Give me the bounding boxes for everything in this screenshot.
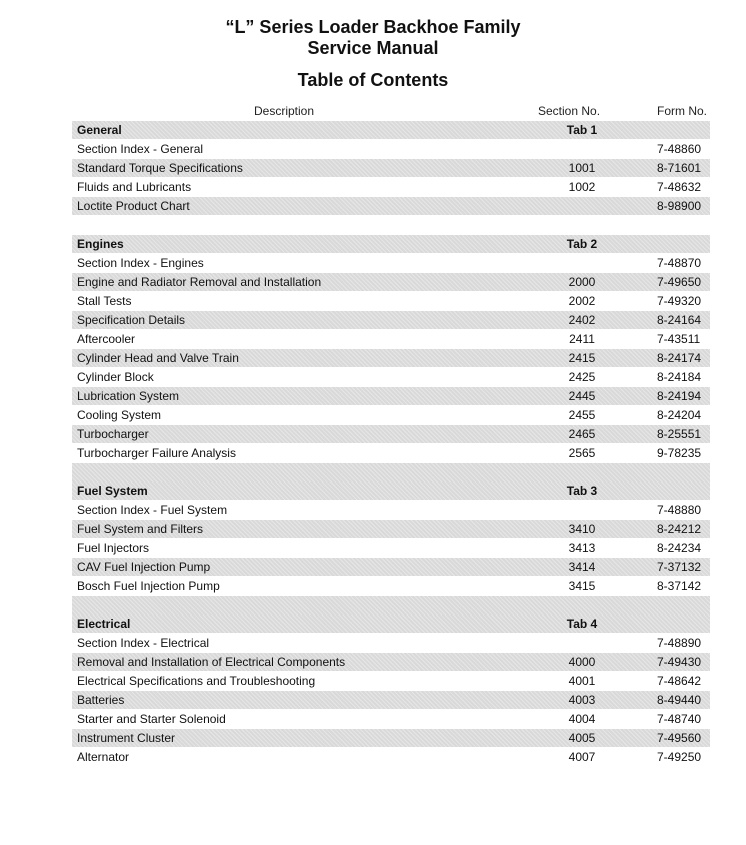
table-row (72, 254, 710, 272)
entry-form-no: 7-49430 (657, 655, 702, 669)
entry-section-no: 2402 (568, 313, 596, 327)
entry-section-no: 1002 (568, 180, 596, 194)
entry-form-no: 7-48632 (657, 180, 702, 194)
entry-form-no: 7-43511 (657, 332, 701, 346)
table-row (72, 558, 710, 576)
entry-form-no: 8-24184 (657, 370, 702, 384)
entry-description: Section Index - General (77, 142, 204, 156)
entry-form-no: 8-71601 (657, 161, 702, 175)
entry-description: Cylinder Head and Valve Train (77, 351, 239, 365)
entry-description: Standard Torque Specifications (77, 161, 243, 175)
column-header-section: Section No. (538, 104, 601, 118)
table-row (72, 178, 710, 196)
entry-section-no: 2565 (568, 446, 596, 460)
table-row (72, 520, 710, 538)
entry-form-no: 8-24194 (657, 389, 702, 403)
entry-section-no: 2002 (568, 294, 596, 308)
entry-form-no: 9-78235 (657, 446, 702, 460)
entry-section-no: 4007 (568, 750, 596, 764)
table-row (72, 748, 710, 766)
section-name: General (77, 123, 122, 137)
table-row (72, 729, 710, 747)
entry-section-no: 2425 (568, 370, 596, 384)
entry-description: Specification Details (77, 313, 186, 327)
section-name: Fuel System (77, 484, 148, 498)
table-row (72, 330, 710, 348)
entry-section-no: 2411 (569, 332, 595, 346)
entry-description: Section Index - Fuel System (77, 503, 228, 517)
entry-form-no: 8-24164 (657, 313, 702, 327)
entry-section-no: 3410 (568, 522, 596, 536)
section-tab: Tab 3 (566, 484, 598, 498)
section-name: Electrical (77, 617, 131, 631)
document-title-line2: Service Manual (307, 38, 439, 58)
section-header (72, 235, 710, 253)
table-row (72, 273, 710, 291)
table-row (72, 311, 710, 329)
table-row (72, 292, 710, 310)
entry-description: CAV Fuel Injection Pump (77, 560, 211, 574)
entry-description: Batteries (77, 693, 125, 707)
table-row (72, 539, 710, 557)
entry-description: Lubrication System (77, 389, 180, 403)
table-row (72, 368, 710, 386)
entry-form-no: 7-48740 (657, 712, 702, 726)
table-row (72, 140, 710, 158)
entry-form-no: 7-49320 (657, 294, 702, 308)
entry-section-no: 4005 (568, 731, 596, 745)
entry-description: Turbocharger (77, 427, 149, 441)
document-title: “L” Series Loader Backhoe Family (225, 17, 521, 37)
entry-form-no: 8-49440 (657, 693, 702, 707)
table-row (72, 634, 710, 652)
entry-form-no: 7-49250 (657, 750, 702, 764)
entry-form-no: 8-24234 (657, 541, 702, 555)
entry-form-no: 7-48860 (657, 142, 702, 156)
page-subtitle: Table of Contents (297, 70, 449, 90)
entry-section-no: 2415 (568, 351, 596, 365)
table-row (72, 425, 710, 443)
entry-section-no: 4003 (568, 693, 596, 707)
entry-description: Fluids and Lubricants (77, 180, 192, 194)
entry-section-no: 2445 (568, 389, 596, 403)
entry-section-no: 3414 (568, 560, 596, 574)
entry-description: Section Index - Engines (77, 256, 204, 270)
entry-section-no: 4001 (568, 674, 596, 688)
entry-form-no: 7-37132 (657, 560, 702, 574)
entry-form-no: 7-48880 (657, 503, 702, 517)
table-row (72, 672, 710, 690)
entry-form-no: 7-49650 (657, 275, 702, 289)
entry-form-no: 8-24212 (657, 522, 702, 536)
section-name: Engines (77, 237, 124, 251)
entry-description: Alternator (77, 750, 130, 764)
table-row (72, 653, 710, 671)
entry-description: Cylinder Block (77, 370, 154, 384)
entry-section-no: 2000 (568, 275, 596, 289)
entry-description: Fuel System and Filters (77, 522, 204, 536)
section-tab: Tab 1 (566, 123, 598, 137)
column-header-description: Description (254, 104, 315, 118)
entry-section-no: 2465 (568, 427, 596, 441)
entry-form-no: 8-98900 (657, 199, 702, 213)
entry-description: Turbocharger Failure Analysis (77, 446, 236, 460)
entry-description: Removal and Installation of Electrical Components (77, 655, 346, 669)
entry-form-no: 8-37142 (657, 579, 702, 593)
section-tab: Tab 4 (566, 617, 598, 631)
entry-description: Engine and Radiator Removal and Installation (77, 275, 322, 289)
entry-description: Aftercooler (77, 332, 136, 346)
entry-description: Cooling System (77, 408, 162, 422)
entry-section-no: 1001 (568, 161, 596, 175)
entry-description: Starter and Starter Solenoid (77, 712, 226, 726)
section-spacer (72, 596, 710, 615)
entry-form-no: 7-48890 (657, 636, 702, 650)
entry-description: Section Index - Electrical (77, 636, 210, 650)
entry-description: Instrument Cluster (77, 731, 176, 745)
entry-section-no: 4000 (568, 655, 596, 669)
entry-section-no: 4004 (568, 712, 596, 726)
entry-description: Fuel Injectors (77, 541, 150, 555)
entry-form-no: 7-48642 (657, 674, 702, 688)
column-header-form: Form No. (657, 104, 708, 118)
section-spacer (72, 216, 710, 235)
entry-form-no: 8-25551 (657, 427, 702, 441)
entry-form-no: 8-24174 (657, 351, 702, 365)
entry-description: Bosch Fuel Injection Pump (77, 579, 220, 593)
section-tab: Tab 2 (566, 237, 598, 251)
table-row (72, 406, 710, 424)
table-row (72, 159, 710, 177)
table-row (72, 501, 710, 519)
section-header (72, 121, 710, 139)
entry-section-no: 2455 (568, 408, 596, 422)
table-row (72, 577, 710, 595)
table-row (72, 691, 710, 709)
entry-section-no: 3415 (568, 579, 596, 593)
table-row (72, 387, 710, 405)
entry-form-no: 7-49560 (657, 731, 702, 745)
table-row (72, 444, 710, 462)
entry-section-no: 3413 (568, 541, 596, 555)
section-spacer (72, 463, 710, 482)
entry-description: Electrical Specifications and Troubleshooting (77, 674, 316, 688)
entry-description: Loctite Product Chart (77, 199, 190, 213)
section-header (72, 482, 710, 500)
section-header (72, 615, 710, 633)
table-row (72, 197, 710, 215)
table-row (72, 349, 710, 367)
entry-description: Stall Tests (77, 294, 132, 308)
entry-form-no: 8-24204 (657, 408, 702, 422)
table-row (72, 710, 710, 728)
entry-form-no: 7-48870 (657, 256, 702, 270)
